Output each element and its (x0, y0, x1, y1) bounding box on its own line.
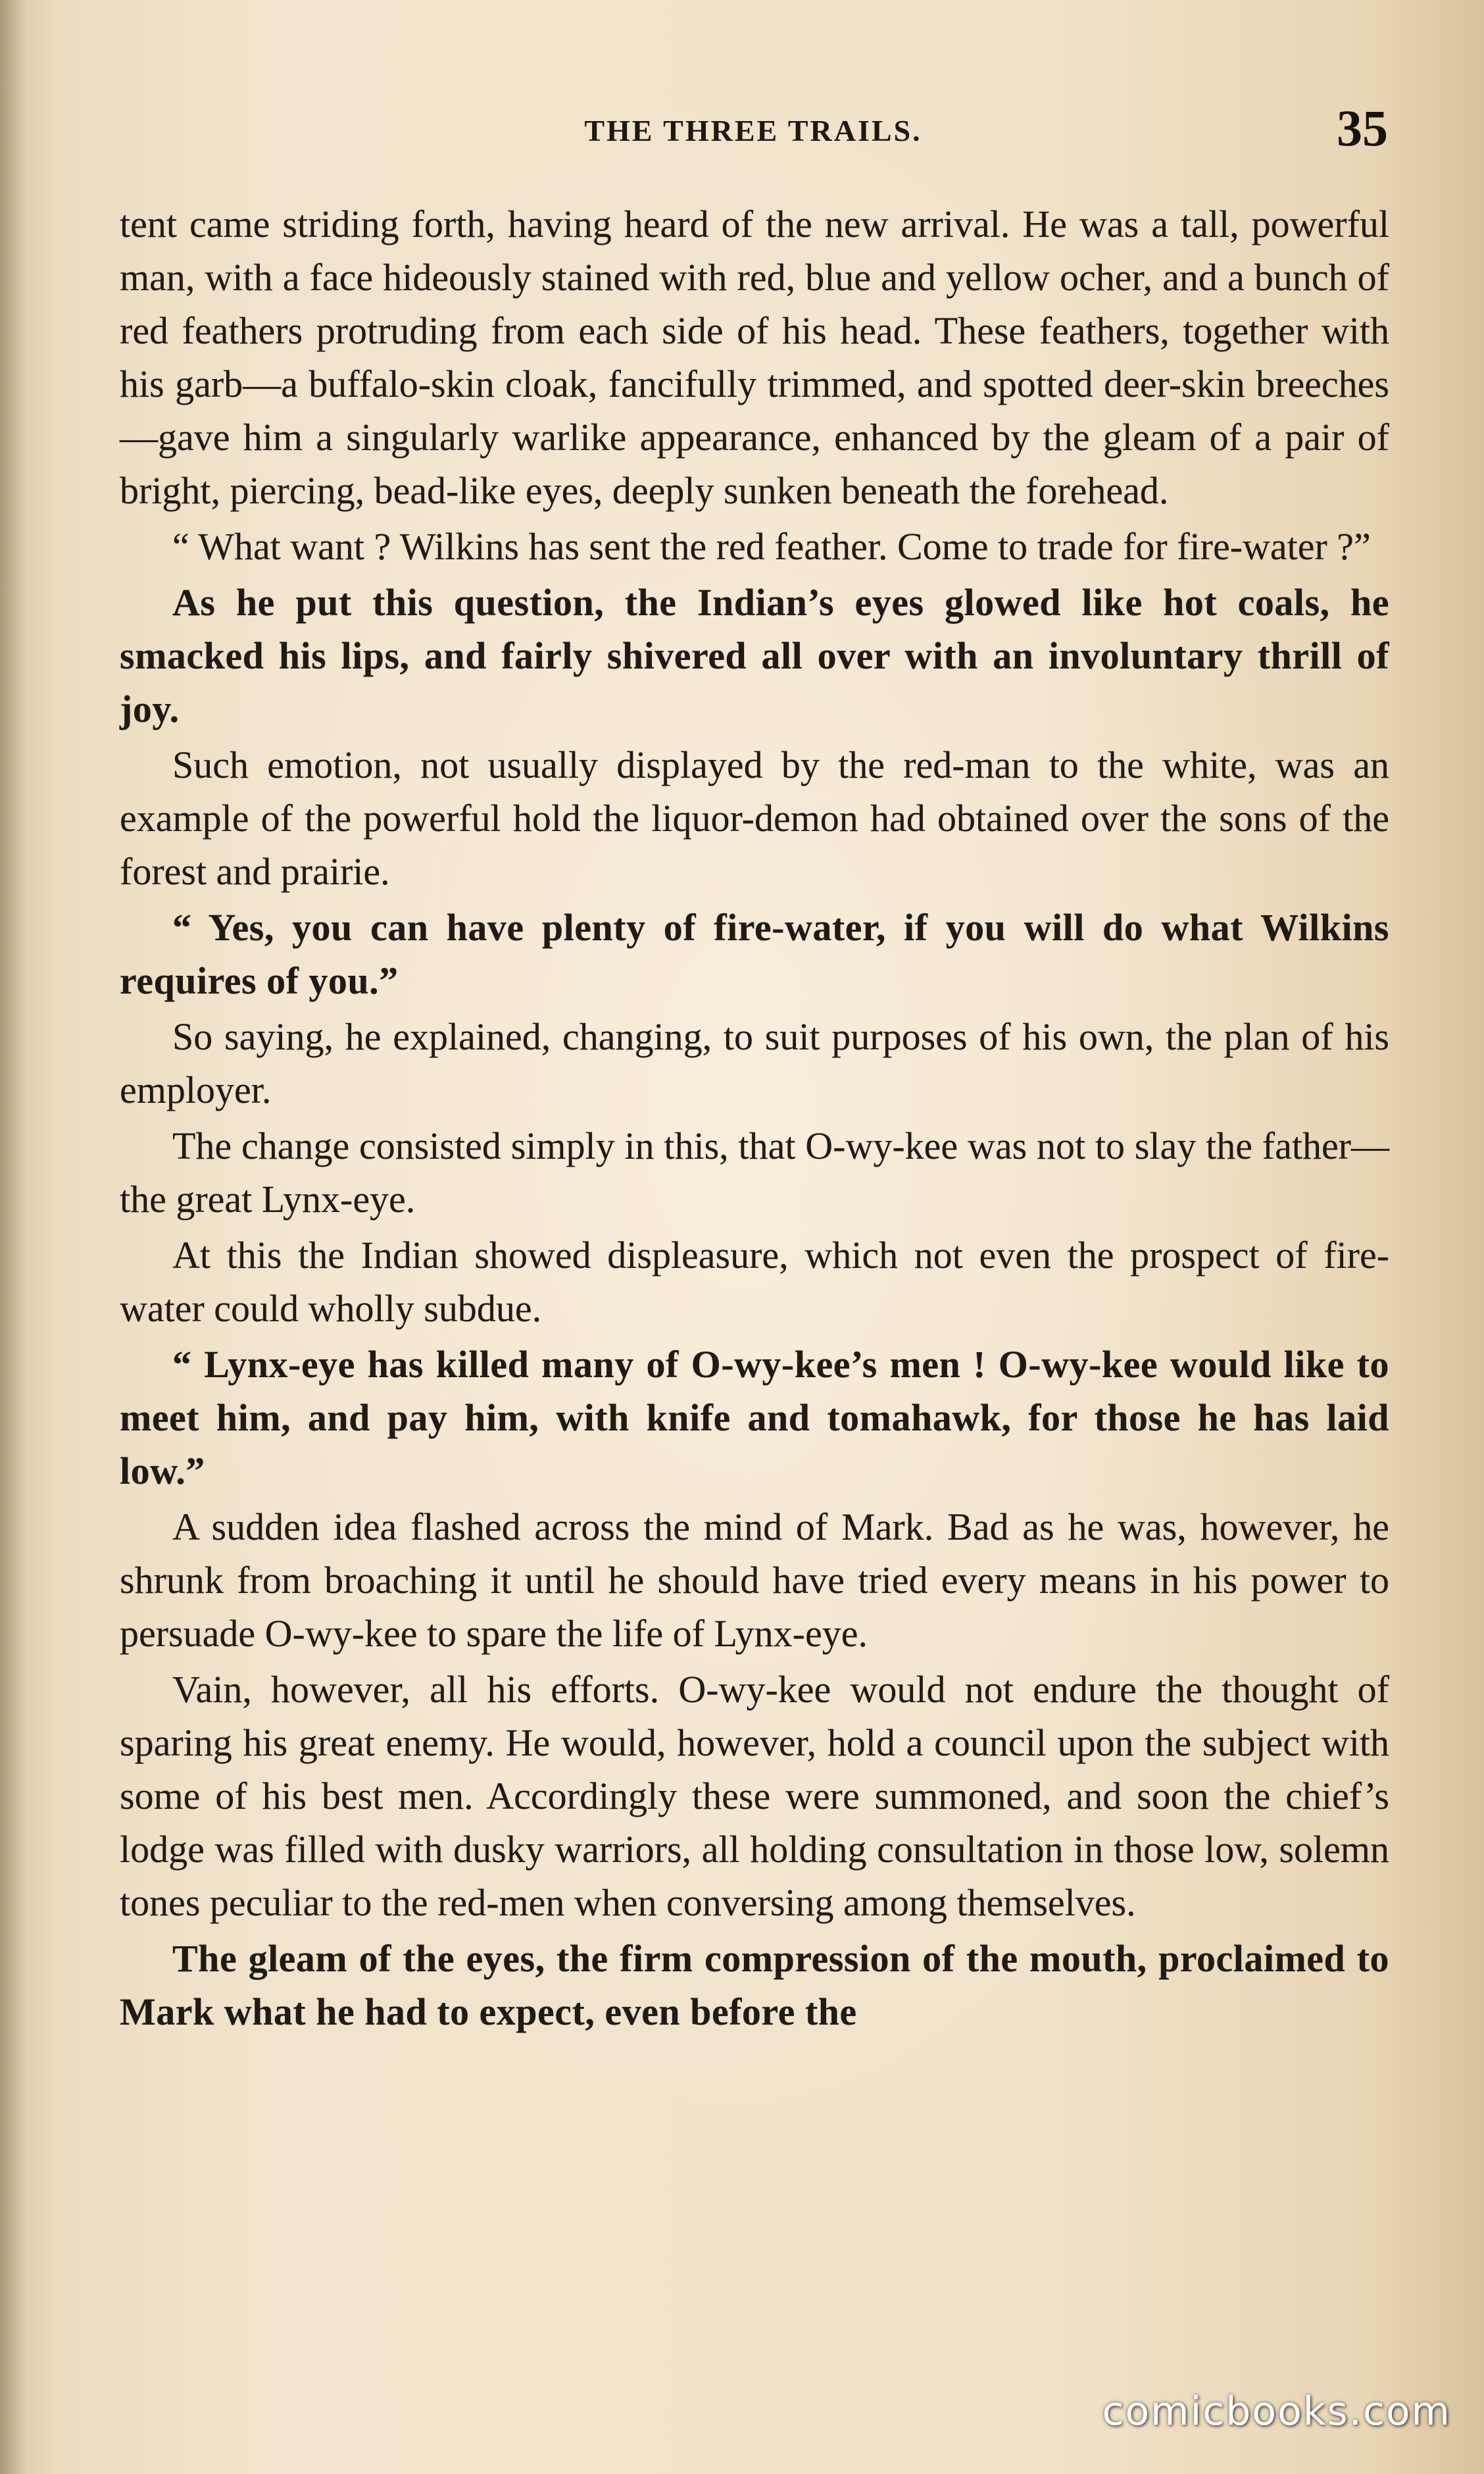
paragraph-6: So saying, he explained, changing, to suit purposes of his own, the plan of his employer. (120, 1015, 1389, 1111)
paragraph-5: “ Yes, you can have plenty of fire-water, if you will do what Wilkins requires of you.” (120, 906, 1389, 1002)
paragraph-2: “ What want ? Wilkins has sent the red feather. Come to trade for fire-water ?” (172, 525, 1371, 568)
paragraph-7: The change consisted simply in this, that O-wy-kee was not to slay the father—the great Lynx-eye. (120, 1124, 1389, 1221)
spine-shadow (0, 0, 26, 2474)
paragraph-10: A sudden idea flashed across the mind of Mark. Bad as he was, however, he shrunk from broaching it until he should have tried every means in his power to persuade O-wy-kee to spare the life of Lynx-eye. (120, 1505, 1389, 1655)
paragraph-8: At this the Indian showed displeasure, which not even the prospect of fire-water could wholly subdue. (120, 1234, 1389, 1330)
paragraph-4: Such emotion, not usually displayed by the red-man to the white, was an example of the powerful hold the liquor-demon had obtained over the sons of the forest and prairie. (120, 744, 1389, 893)
paragraph-1: tent came striding forth, having heard of the new arrival. He was a tall, powerful man, with a face hideously stained with red, blue and yellow ocher, and a bunch of red feathers protruding from each side of his head. These feathers, together with his garb—a buffalo-skin cloak, fancifully trimmed, and spotted deer-skin breeches—gave him a singularly warlike appearance, enhanced by the gleam of a pair of bright, piercing, bead-like eyes, deeply sunken beneath the forehead. (120, 203, 1389, 512)
page-number: 35 (1337, 99, 1388, 157)
running-title: THE THREE TRAILS. (584, 114, 922, 147)
paragraph-12: The gleam of the eyes, the firm compression of the mouth, proclaimed to Mark what he had to expect, even before the (120, 1937, 1389, 2033)
paragraph-11: Vain, however, all his efforts. O-wy-kee would not endure the thought of sparing his great enemy. He would, however, hold a council upon the subject with some of his best men. Accordingly these were summoned, and soon the chief’s lodge was filled with dusky warriors, all holding consultation in those low, solemn tones peculiar to the red-men when conversing among themselves. (120, 1668, 1389, 1924)
page-header (118, 99, 1388, 158)
watermark: comicbooks.com (1102, 2388, 1451, 2435)
body-text (120, 197, 1389, 2041)
paragraph-3: As he put this question, the Indian’s eyes glowed like hot coals, he smacked his lips, and fairly shivered all over with an involuntary thrill of joy. (120, 581, 1389, 730)
paragraph-9: “ Lynx-eye has killed many of O-wy-kee’s men ! O-wy-kee would like to meet him, and pay him, with knife and tomahawk, for those he has laid low.” (120, 1343, 1389, 1492)
